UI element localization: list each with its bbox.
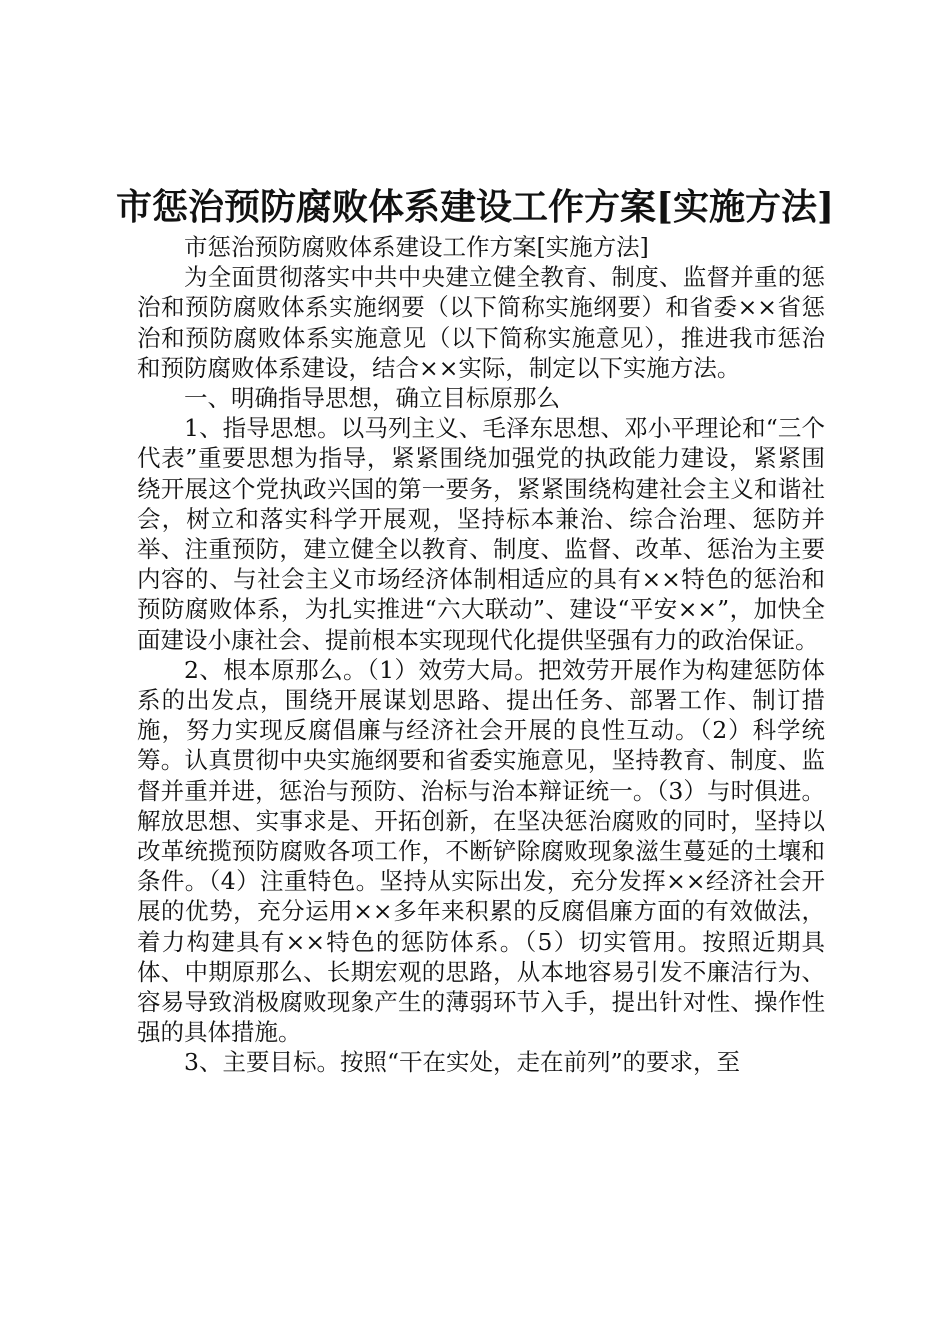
document-title: 市惩治预防腐败体系建设工作方案[实施方法]	[115, 186, 835, 228]
paragraph-subtitle: 市惩治预防腐败体系建设工作方案[实施方法]	[184, 233, 649, 261]
paragraph-guiding-thought: 1、指导思想。以马列主义、毛泽东思想、邓小平理论和“三个代表”重要思想为指导，紧紧围绕加强党的执政能力建设，紧紧围绕开展这个党执政兴国的第一要务，紧紧围绕构建社会主义和谐社会，树立和落实科学开展观，坚持标本兼治、综合治理、惩防并举、注重预防，建立健全以教育、制度、监督、改革、惩治为主要内容的、与社会主义市场经济体制相适应的具有××特色的惩治和预防腐败体系，为扎实推进“六大联动”、建设“平安××”，加快全面建设小康社会、提前根本实现现代化提供坚强有力的政治保证。	[137, 414, 825, 654]
section-heading-1: 一、明确指导思想，确立目标原那么	[184, 384, 560, 413]
document-body	[137, 232, 825, 1078]
paragraph-main-goals: 3、主要目标。按照“干在实处，走在前列”的要求，至	[184, 1048, 740, 1077]
paragraph-intro: 为全面贯彻落实中共中央建立健全教育、制度、监督并重的惩治和预防腐败体系实施纲要（以下简称实施纲要）和省委××省惩治和预防腐败体系实施意见（以下简称实施意见），推进我市惩治和预防腐败体系建设，结合××实际，制定以下实施方法。	[137, 263, 825, 382]
paragraph-basic-principles: 2、根本原那么。（1）效劳大局。把效劳开展作为构建惩防体系的出发点，围绕开展谋划思路、提出任务、部署工作、制订措施，努力实现反腐倡廉与经济社会开展的良性互动。（2）科学统筹。认真贯彻中央实施纲要和省委实施意见，坚持教育、制度、监督并重并进，惩治与预防、治标与治本辩证统一。（3）与时俱进。解放思想、实事求是、开拓创新，在坚决惩治腐败的同时，坚持以改革统揽预防腐败各项工作，不断铲除腐败现象滋生蔓延的土壤和条件。（4）注重特色。坚持从实际出发，充分发挥××经济社会开展的优势，充分运用××多年来积累的反腐倡廉方面的有效做法，着力构建具有××特色的惩防体系。（5）切实管用。按照近期具体、中期原那么、长期宏观的思路，从本地容易引发不廉洁行为、容易导致消极腐败现象产生的薄弱环节入手，提出针对性、操作性强的具体措施。	[137, 655, 825, 1047]
